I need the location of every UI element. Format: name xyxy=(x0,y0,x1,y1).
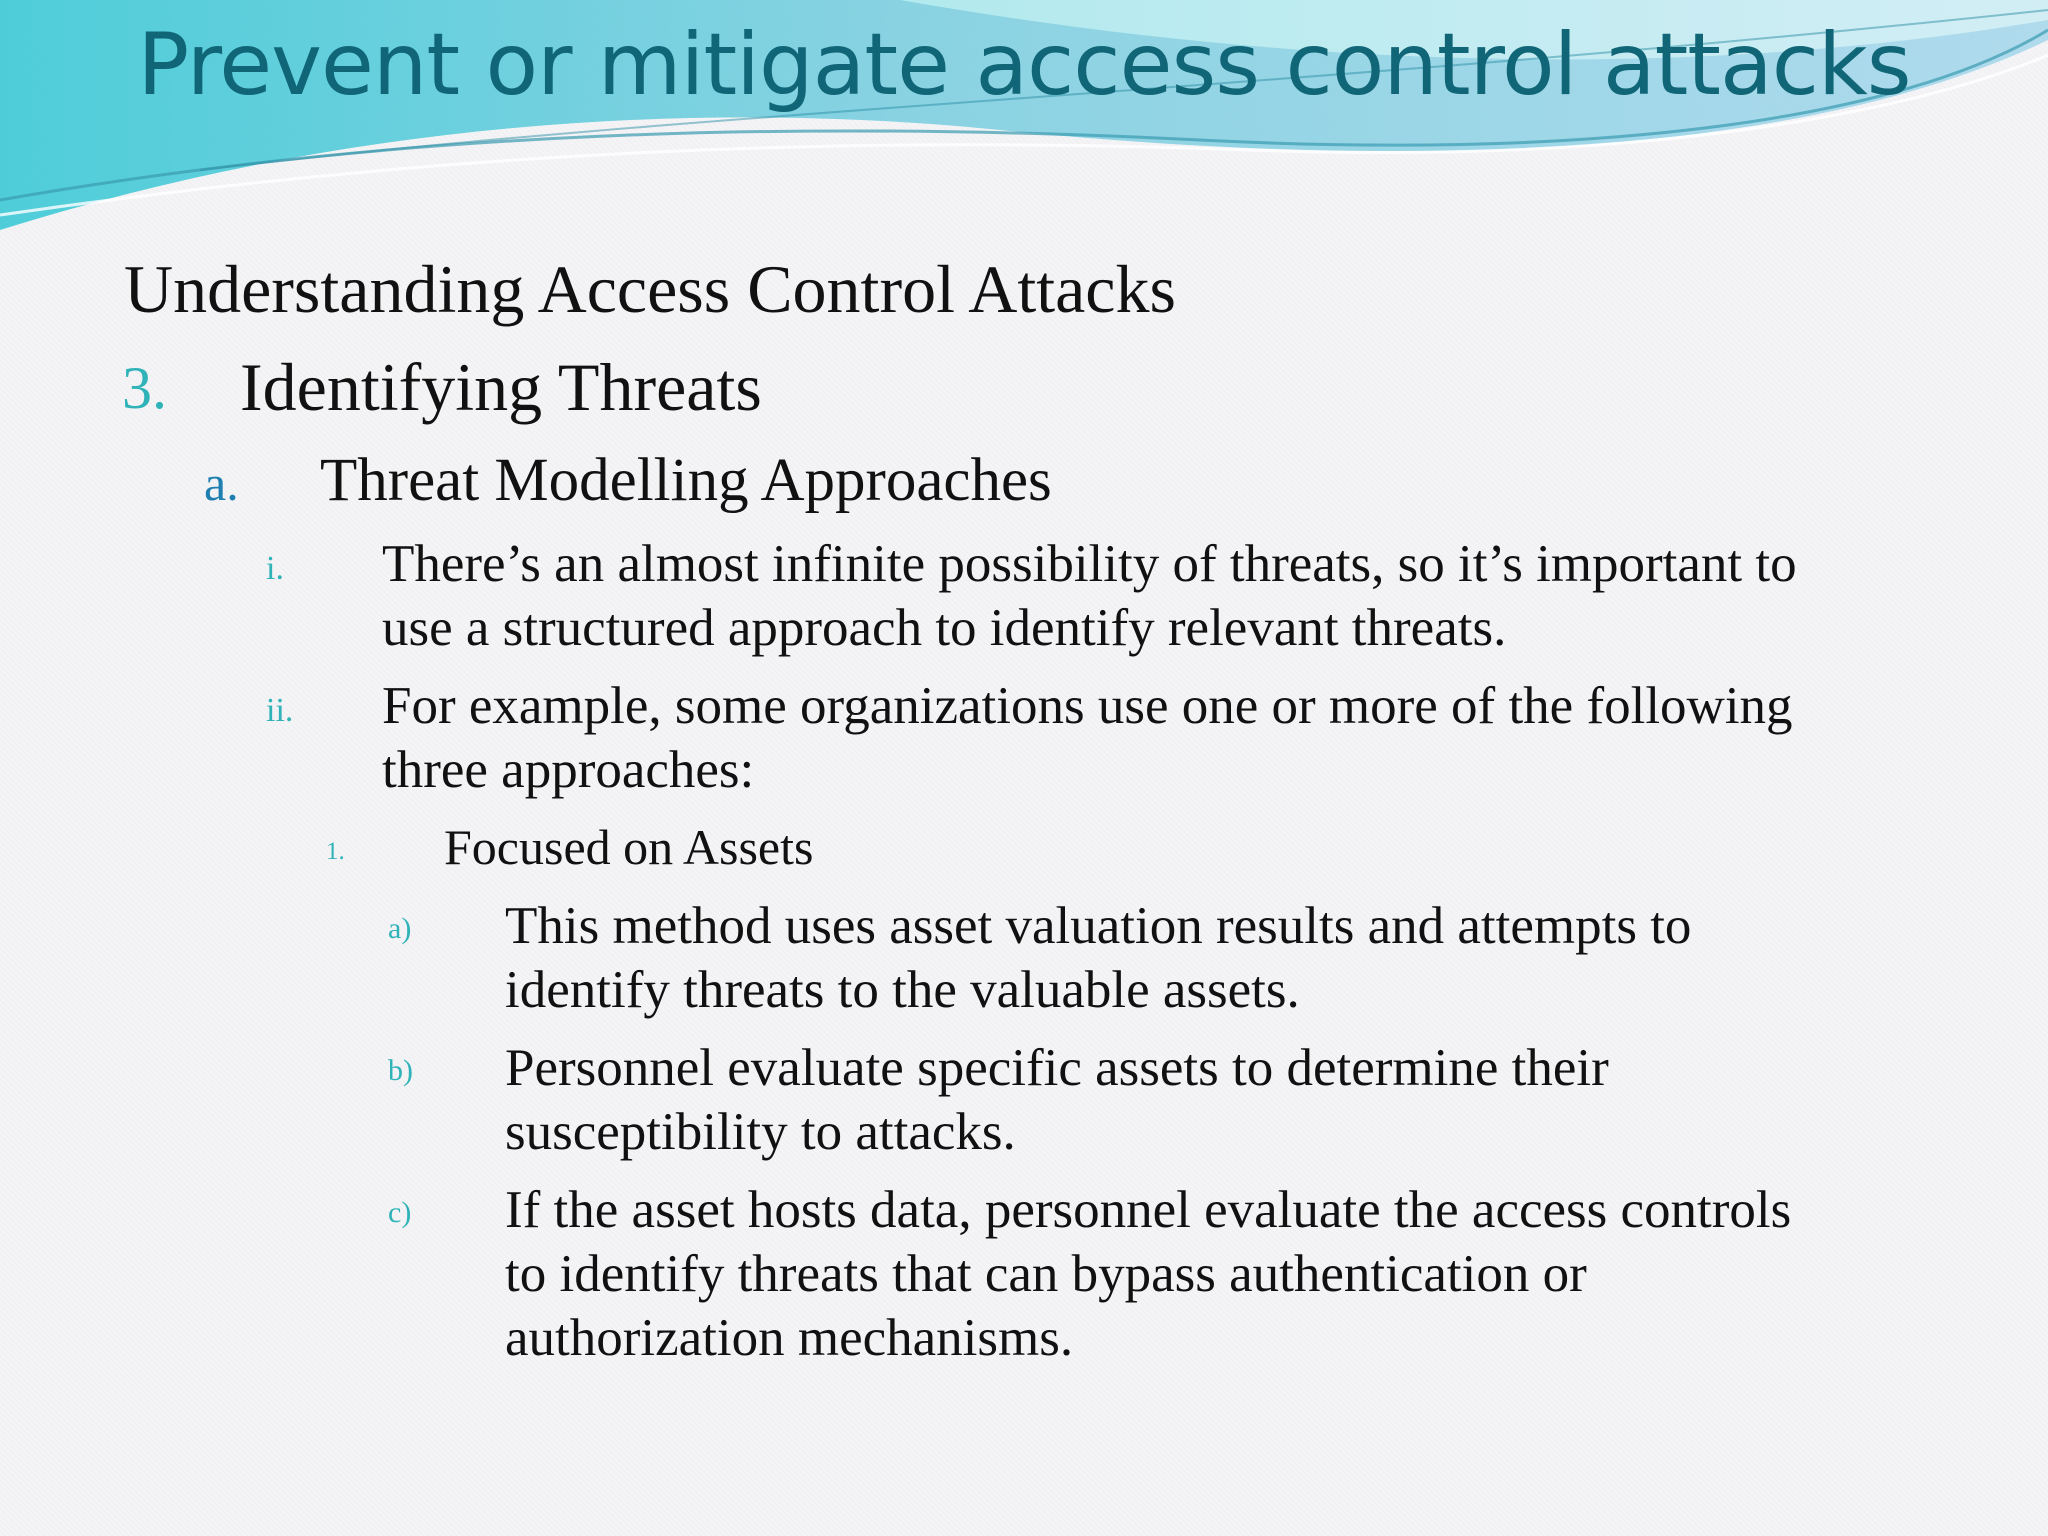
point-text-line-1: For example, some organizations use one or more of the following xyxy=(382,677,1793,735)
section-marker: 3. xyxy=(122,355,167,421)
point-marker: ii. xyxy=(266,692,294,729)
point-text-line-2: use a structured approach to identify relevant threats. xyxy=(382,599,1507,657)
detail-text-line-3: authorization mechanisms. xyxy=(505,1309,1074,1367)
detail-text-line-2: identify threats to the valuable assets. xyxy=(505,961,1300,1019)
detail-text-line-1: Personnel evaluate specific assets to determine their xyxy=(505,1039,1609,1097)
subsection-marker: a. xyxy=(204,455,239,511)
approach-text: Focused on Assets xyxy=(444,819,814,875)
point-text-line-2: three approaches: xyxy=(382,741,755,799)
detail-text-line-2: susceptibility to attacks. xyxy=(505,1103,1016,1161)
detail-text-line-2: to identify threats that can bypass authentication or xyxy=(505,1245,1587,1303)
detail-marker: a) xyxy=(388,912,412,945)
slide-title: Prevent or mitigate access control attacks xyxy=(137,15,1911,115)
subsection-text: Threat Modelling Approaches xyxy=(320,447,1052,514)
detail-text-line-1: If the asset hosts data, personnel evaluate the access controls xyxy=(505,1181,1792,1239)
detail-marker: b) xyxy=(388,1054,413,1087)
heading-text: Understanding Access Control Attacks xyxy=(124,251,1176,327)
detail-marker: c) xyxy=(388,1196,412,1229)
point-marker: i. xyxy=(266,550,284,587)
approach-marker: 1. xyxy=(326,838,345,865)
point-text-line-1: There’s an almost infinite possibility of threats, so it’s important to xyxy=(382,535,1797,593)
detail-text-line-1: This method uses asset valuation results and attempts to xyxy=(505,897,1692,955)
section-text: Identifying Threats xyxy=(240,349,762,425)
